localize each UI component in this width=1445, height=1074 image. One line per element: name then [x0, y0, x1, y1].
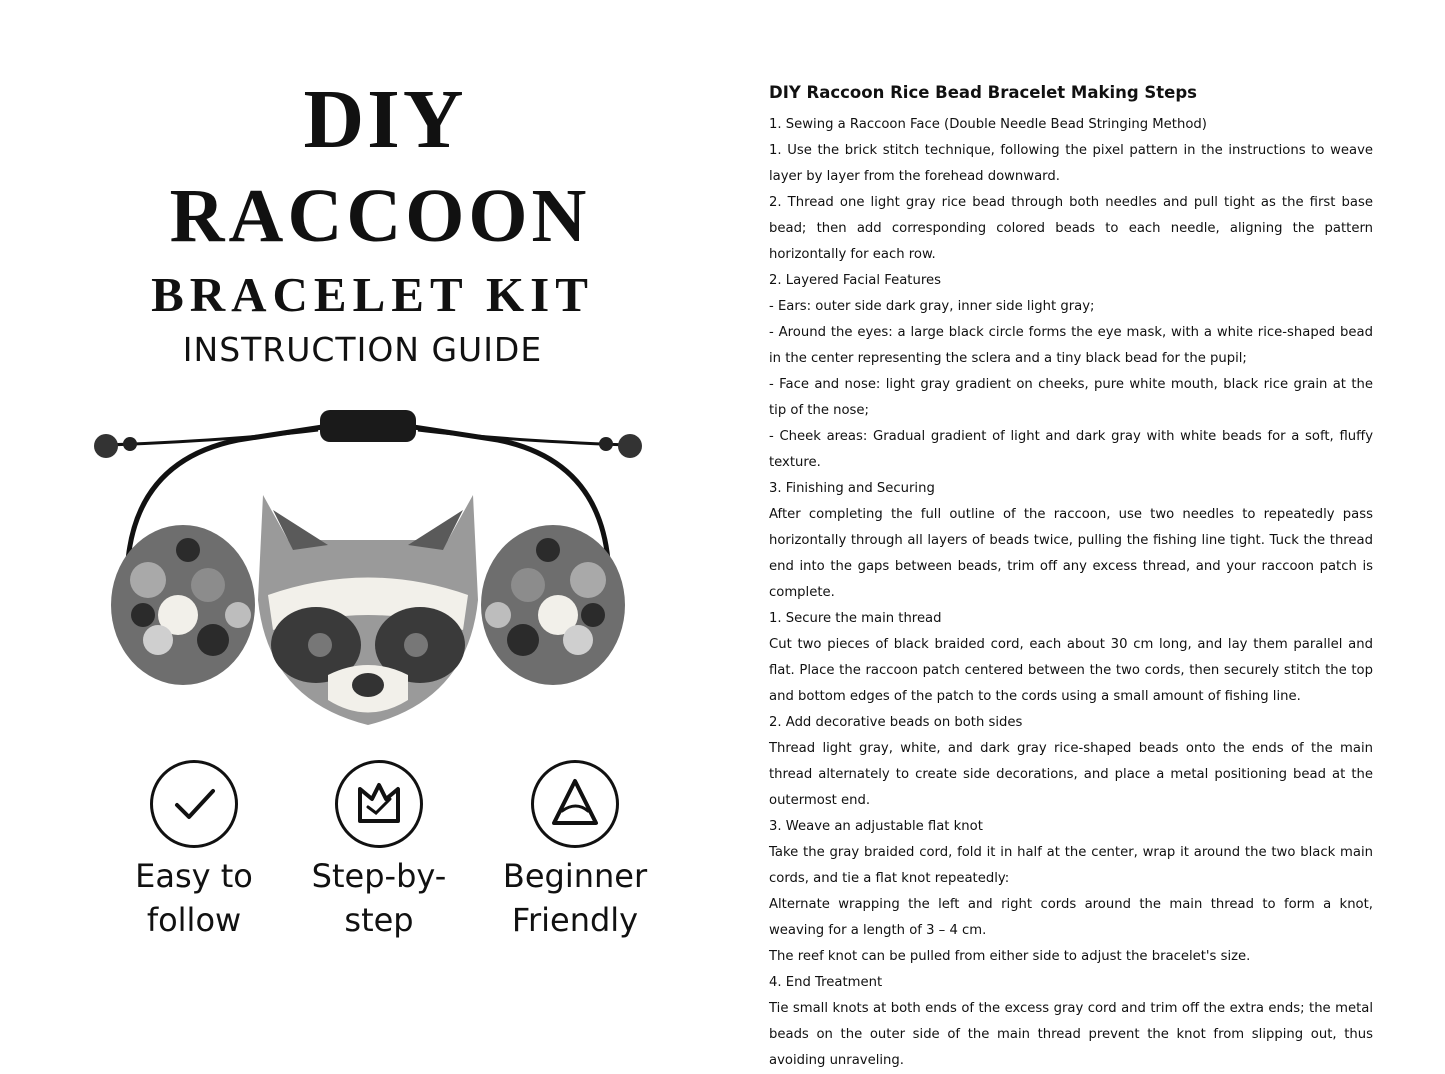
instruction-line: The reef knot can be pulled from either side to adjust the bracelet's size. — [769, 949, 1251, 964]
instruction-line: 1. Sewing a Raccoon Face (Double Needle Bead Stringing Method) — [769, 117, 1207, 132]
instructions-heading: DIY Raccoon Rice Bead Bracelet Making Steps — [769, 83, 1198, 102]
crown-badge-icon — [335, 760, 423, 848]
instruction-line: 2. Layered Facial Features — [769, 273, 941, 288]
feature-label — [279, 854, 479, 942]
feature-label-line1: Beginner — [502, 857, 648, 895]
feature-label-line2: Friendly — [511, 901, 639, 939]
cover-title-diy: DIY — [303, 73, 467, 166]
instruction-line: Tie small knots at both ends of the excess gray cord and trim off the extra ends; the metal beads on the outer side of the main thread prevent the knot from slipping out, thus avoiding unraveling. — [769, 1001, 1373, 1068]
instruction-line: 1. Secure the main thread — [769, 611, 942, 626]
instruction-line: - Face and nose: light gray gradient on cheeks, pure white mouth, black rice grain at the tip of the nose; — [769, 377, 1373, 418]
instruction-line: - Around the eyes: a large black circle forms the eye mask, with a white rice-shaped bead in the center representing the sclera and a tiny black bead for the pupil; — [769, 325, 1373, 366]
instruction-line: 2. Thread one light gray rice bead through both needles and pull tight as the first base bead; then add corresponding colored beads to each needle, aligning the pattern horizontally for each row. — [769, 195, 1373, 262]
instruction-line: 3. Weave an adjustable flat knot — [769, 819, 983, 834]
feature-step-by-step — [279, 760, 479, 942]
instruction-line: - Cheek areas: Gradual gradient of light and dark gray with white beads for a soft, fluffy texture. — [769, 429, 1373, 470]
instruction-line: After completing the full outline of the raccoon, use two needles to repeatedly pass horizontally through all layers of beads twice, pulling the fishing line tight. Tuck the thread end into the gaps between beads, trim off any excess thread, and your raccoon patch is complete. — [769, 507, 1373, 600]
feature-easy-to-follow — [94, 760, 294, 942]
instruction-line: Take the gray braided cord, fold it in half at the center, wrap it around the two black main cords, and tie a flat knot repeatedly: — [769, 845, 1373, 886]
instruction-line: 3. Finishing and Securing — [769, 481, 935, 496]
cover-title-raccoon: RACCOON — [169, 174, 591, 258]
cover-subtitle-instruction-guide: INSTRUCTION GUIDE — [182, 330, 543, 369]
feature-label-line2: follow — [146, 901, 242, 939]
instruction-line: 2. Add decorative beads on both sides — [769, 715, 1023, 730]
cover-panel — [0, 0, 730, 1022]
triangle-hand-icon — [531, 760, 619, 848]
feature-beginner-friendly — [475, 760, 675, 942]
feature-label-line2: step — [344, 901, 414, 939]
feature-label-line1: Easy to — [135, 857, 253, 895]
instruction-line: - Ears: outer side dark gray, inner side light gray; — [769, 299, 1095, 314]
instruction-line: Cut two pieces of black braided cord, each about 30 cm long, and lay them parallel and flat. Place the raccoon patch centered between the two cords, then securely stitch the top and bottom edges of the patch to the cords using a small amount of fishing line. — [769, 637, 1373, 704]
raccoon-bracelet-image — [88, 400, 648, 740]
checkmark-icon — [150, 760, 238, 848]
feature-label-line1: Step-by- — [311, 857, 447, 895]
instruction-line: Alternate wrapping the left and right cords around the main thread to form a knot, weaving for a length of 3 – 4 cm. — [769, 897, 1373, 938]
instructions-panel — [769, 80, 1373, 1074]
cover-title-bracelet-kit: BRACELET KIT — [151, 267, 594, 322]
feature-label — [94, 854, 294, 942]
instruction-line: Thread light gray, white, and dark gray rice-shaped beads onto the ends of the main thread alternately to create side decorations, and place a metal positioning bead at the outermost end. — [769, 741, 1373, 808]
instruction-line: 4. End Treatment — [769, 975, 883, 990]
feature-label — [475, 854, 675, 942]
instruction-line: 1. Use the brick stitch technique, following the pixel pattern in the instructions to weave layer by layer from the forehead downward. — [769, 143, 1373, 184]
